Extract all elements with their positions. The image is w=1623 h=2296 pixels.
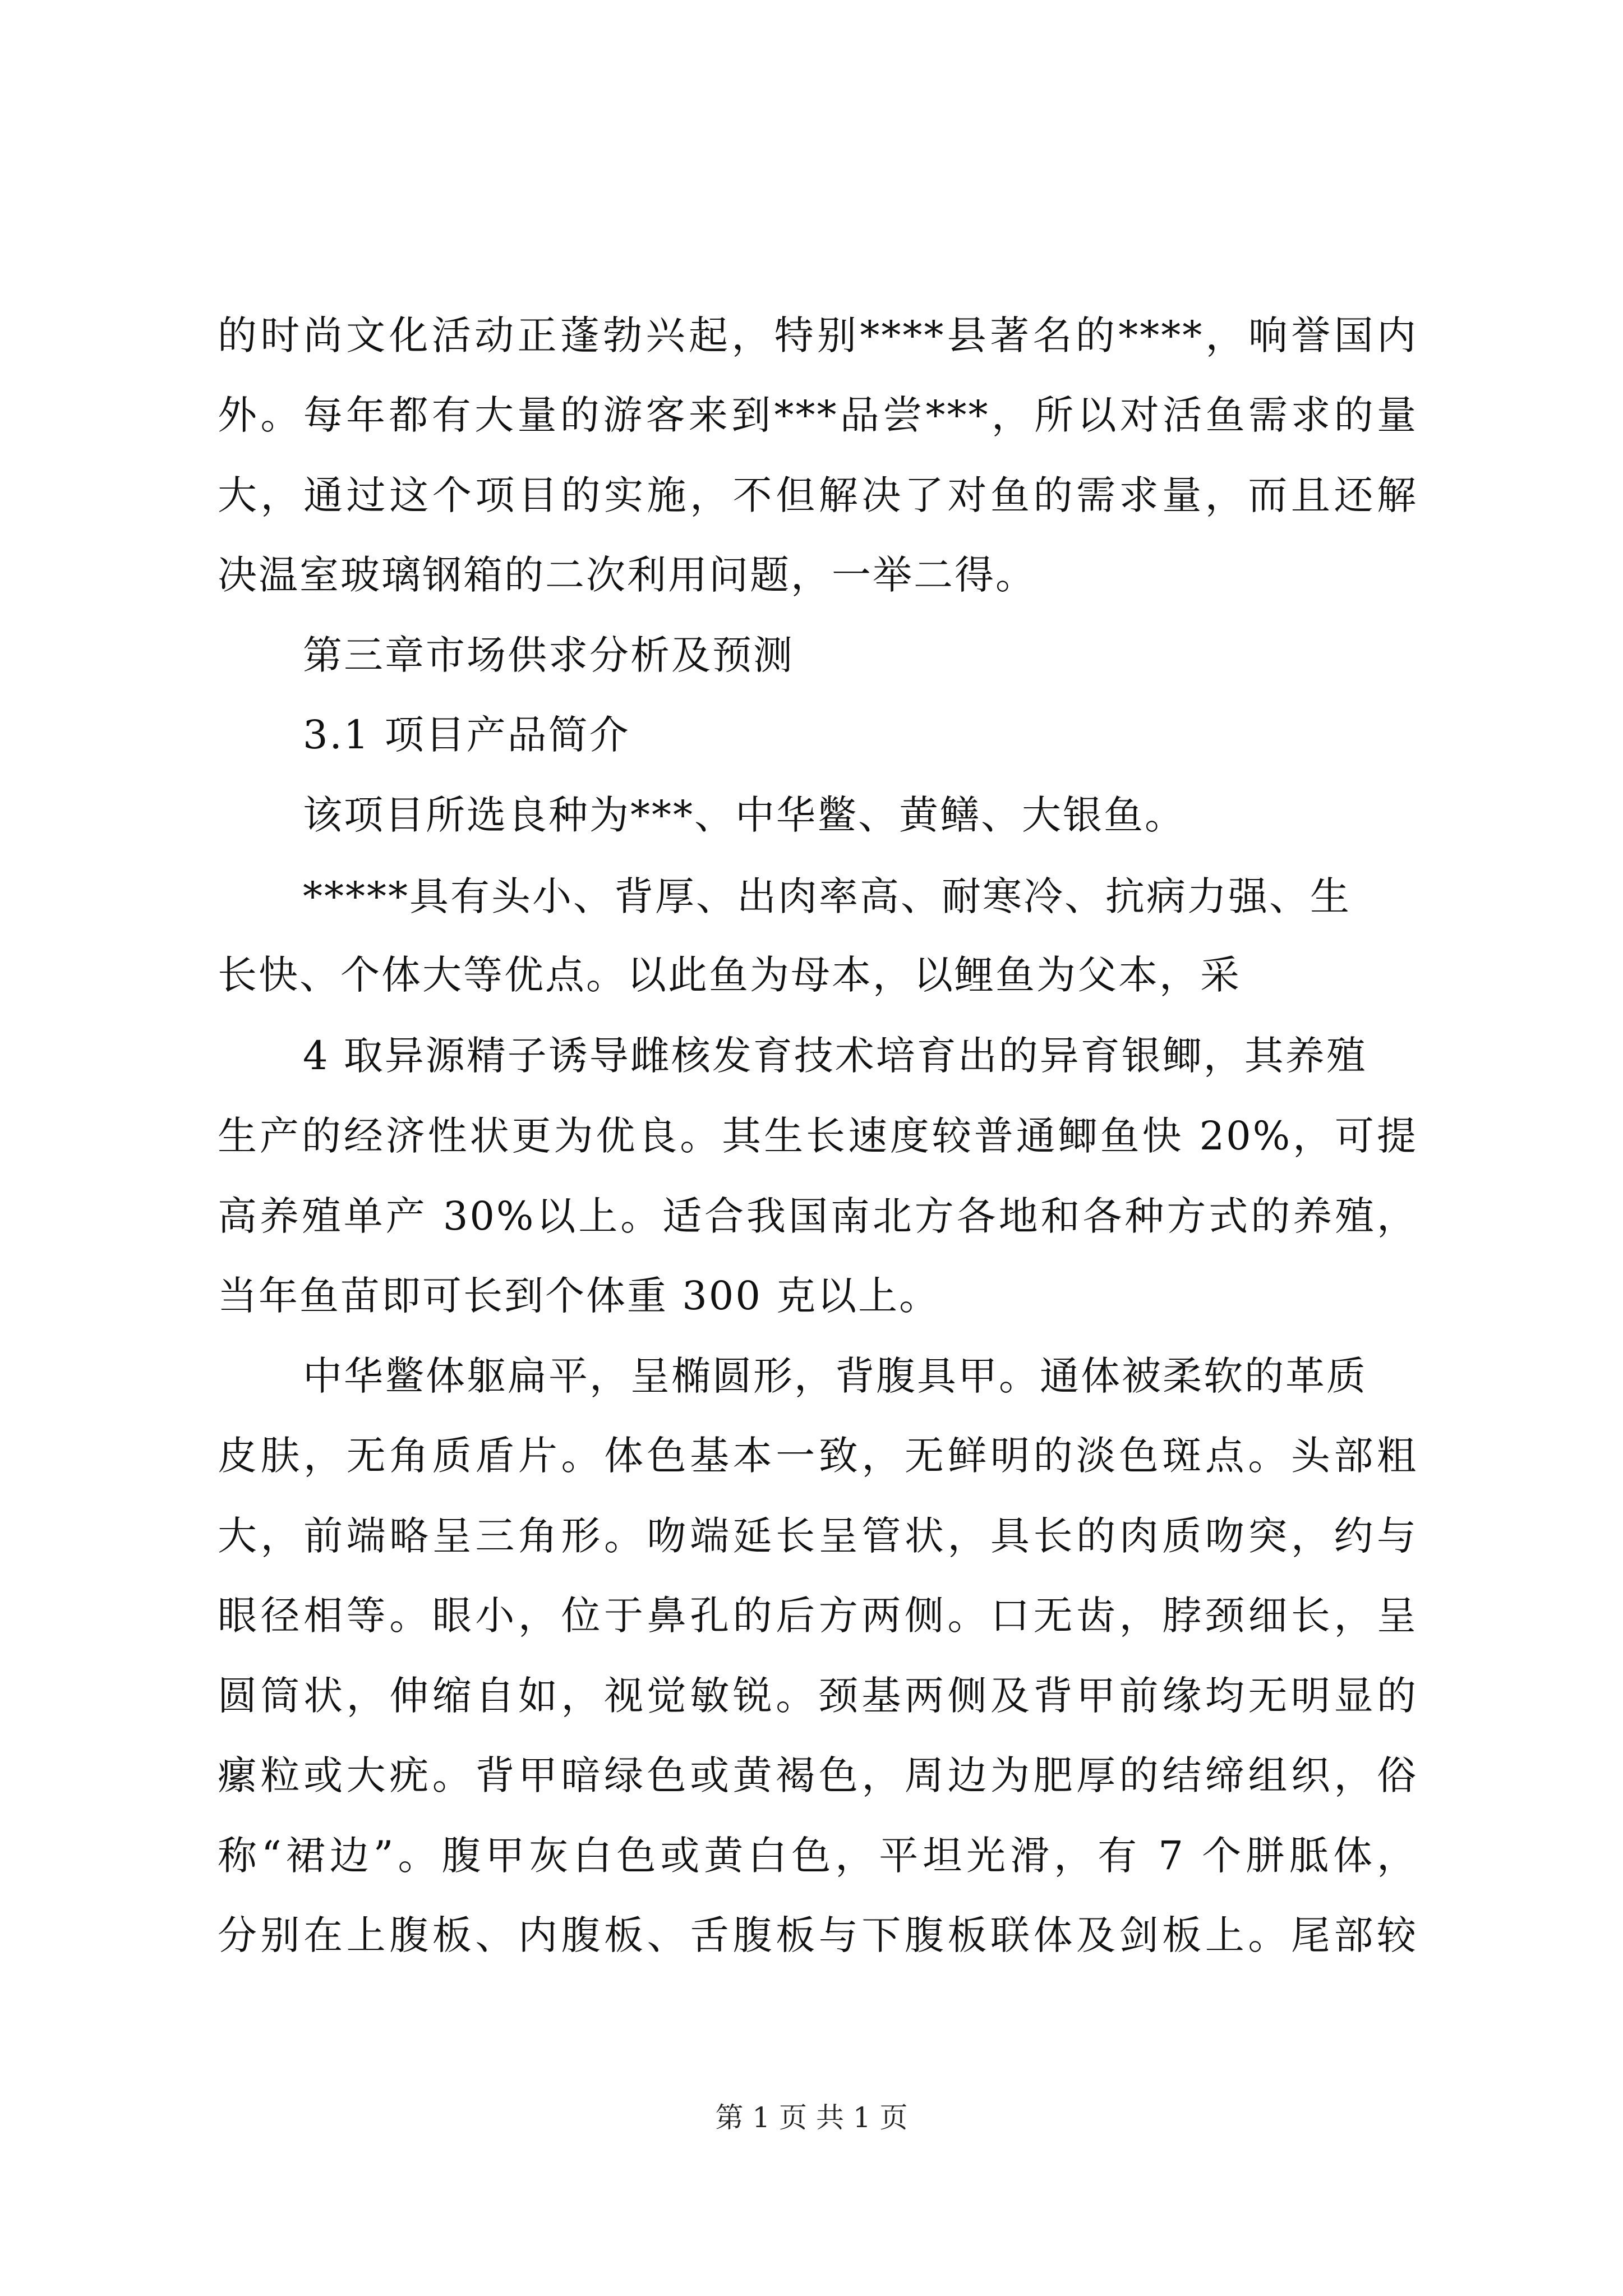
page-number-footer: 第 1 页 共 1 页	[715, 2101, 908, 2134]
paragraph-line: 该项目所选良种为***、中华鳖、黄鳝、大银鱼。	[303, 792, 1186, 838]
paragraph-line: 瘰粒或大疣。背甲暗绿色或黄褐色，周边为肥厚的结缔组织，俗	[218, 1752, 1418, 1798]
paragraph-line: 大，前端略呈三角形。吻端延长呈管状，具长的肉质吻突，约与	[218, 1513, 1418, 1559]
paragraph-line: *****具有头小、背厚、出肉率高、耐寒冷、抗病力强、生	[303, 873, 1351, 919]
paragraph-line: 称“裙边”。腹甲灰白色或黄白色，平坦光滑，有 7 个胼胝体，	[218, 1833, 1418, 1879]
paragraph-line: 长快、个体大等优点。以此鱼为母本，以鲤鱼为父本，采	[218, 952, 1241, 998]
paragraph-line: 圆筒状，伸缩自如，视觉敏锐。颈基两侧及背甲前缘均无明显的	[218, 1673, 1418, 1719]
paragraph-line: 4 取异源精子诱导雌核发育技术培育出的异育银鲫，其养殖	[303, 1033, 1367, 1079]
paragraph-line: 生产的经济性状更为优良。其生长速度较普通鲫鱼快 20%，可提	[218, 1113, 1418, 1159]
paragraph-line: 当年鱼苗即可长到个体重 300 克以上。	[218, 1273, 940, 1319]
paragraph-line: 分别在上腹板、内腹板、舌腹板与下腹板联体及剑板上。尾部较	[218, 1912, 1418, 1958]
paragraph-line: 高养殖单产 30%以上。适合我国南北方各地和各种方式的养殖，	[218, 1193, 1418, 1239]
paragraph-line: 皮肤，无角质盾片。体色基本一致，无鲜明的淡色斑点。头部粗	[218, 1433, 1418, 1479]
chapter-heading: 第三章市场供求分析及预测	[303, 632, 794, 678]
paragraph-line: 外。每年都有大量的游客来到***品尝***，所以对活鱼需求的量	[218, 392, 1418, 438]
paragraph-line: 眼径相等。眼小，位于鼻孔的后方两侧。口无齿，脖颈细长，呈	[218, 1593, 1418, 1639]
section-heading: 3.1 项目产品简介	[303, 712, 630, 758]
paragraph-line: 大，通过这个项目的实施，不但解决了对鱼的需求量，而且还解	[218, 472, 1418, 518]
paragraph-line: 中华鳖体躯扁平，呈椭圆形，背腹具甲。通体被柔软的革质	[303, 1353, 1367, 1399]
paragraph-line: 的时尚文化活动正蓬勃兴起，特别****县著名的****，响誉国内	[218, 312, 1418, 358]
paragraph-line: 决温室玻璃钢箱的二次利用问题，一举二得。	[218, 552, 1036, 598]
